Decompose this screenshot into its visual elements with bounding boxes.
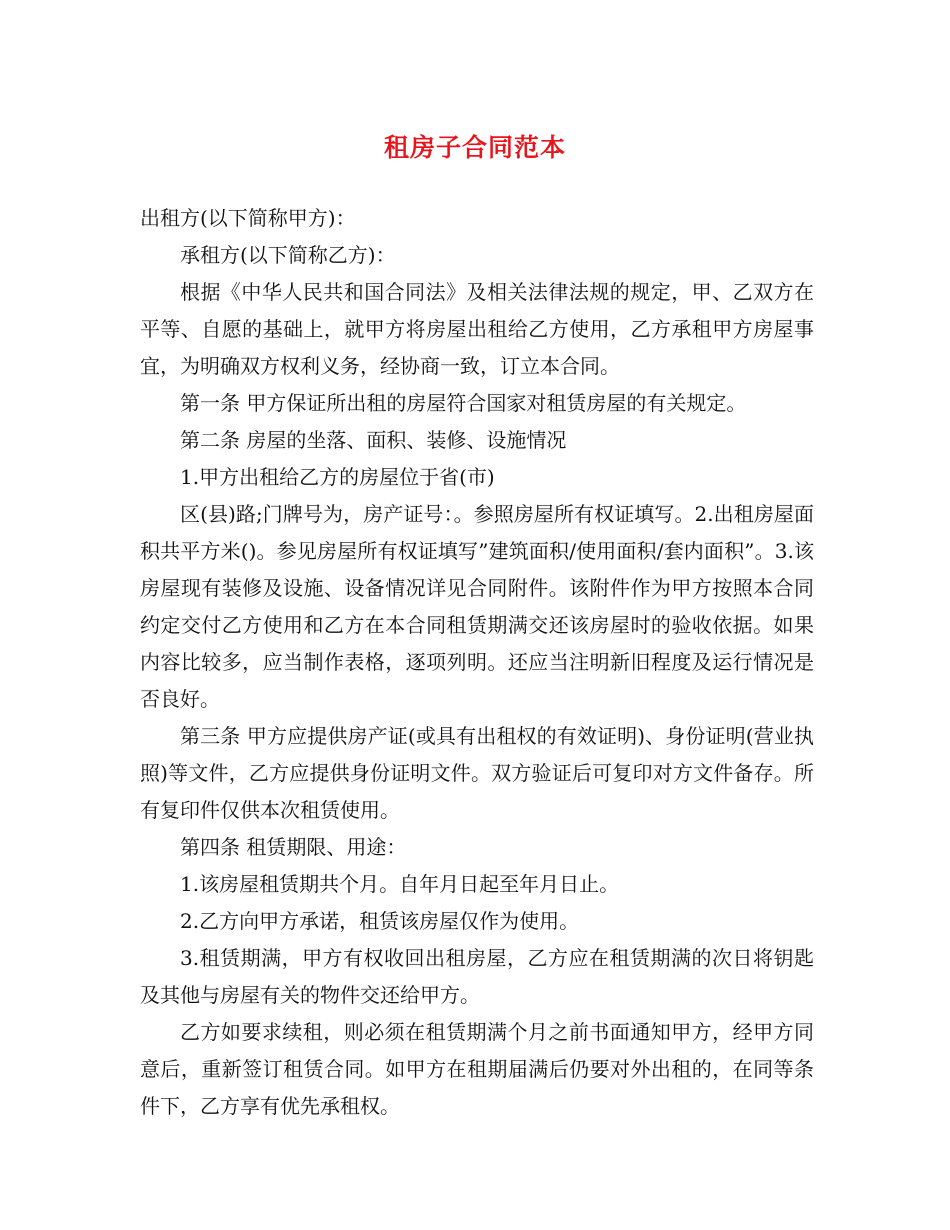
paragraph-lessor: 出租方(以下简称甲方)： bbox=[140, 206, 356, 230]
paragraph-lessee: 承租方(以下简称乙方)： bbox=[180, 243, 396, 267]
paragraph-article-2-details: 区(县)路;门牌号为，房产证号：。参照房屋所有权证填写。2.出租房屋面积共平方米()。参见房屋所有权证填写”建筑面积/使用面积/套内面积”。3.该房屋现有装修及设施、设备情况详见合同附件。该附件作为甲方按照本合同约定交付乙方使用和乙方在本合同租赁期满交还该房屋时的验收依据。如果内容比较多，应当制作表格，逐项列明。还应当注明新旧程度及运行情况是否良好。 bbox=[140, 502, 814, 711]
paragraph-article-4-item-3: 3.租赁期满，甲方有权收回出租房屋，乙方应在租赁期满的次日将钥匙及其他与房屋有关的物件交还给甲方。 bbox=[140, 946, 814, 1007]
paragraph-article-3: 第三条 甲方应提供房产证(或具有出租权的有效证明)、身份证明(营业执照)等文件，乙方应提供身份证明文件。双方验证后可复印对方文件备存。所有复印件仅供本次租赁使用。 bbox=[140, 724, 814, 822]
paragraph-preamble: 根据《中华人民共和国合同法》及相关法律法规的规定，甲、乙双方在平等、自愿的基础上，就甲方将房屋出租给乙方使用，乙方承租甲方房屋事宜，为明确双方权利义务，经协商一致，订立本合同。 bbox=[140, 280, 814, 378]
paragraph-article-4: 第四条 租赁期限、用途： bbox=[180, 835, 407, 859]
document-body bbox=[140, 200, 814, 1125]
paragraph-article-4-item-1: 1.该房屋租赁期共个月。自年月日起至年月日止。 bbox=[180, 872, 620, 896]
document-title: 租房子合同范本 bbox=[383, 133, 566, 162]
paragraph-article-4-item-2: 2.乙方向甲方承诺，租赁该房屋仅作为使用。 bbox=[180, 909, 580, 933]
paragraph-article-2-item-1: 1.甲方出租给乙方的房屋位于省(市) bbox=[180, 465, 495, 489]
paragraph-article-1: 第一条 甲方保证所出租的房屋符合国家对租赁房屋的有关规定。 bbox=[180, 391, 747, 415]
paragraph-article-2: 第二条 房屋的坐落、面积、装修、设施情况 bbox=[180, 428, 567, 452]
paragraph-renewal: 乙方如要求续租，则必须在租赁期满个月之前书面通知甲方，经甲方同意后，重新签订租赁合同。如甲方在租期届满后仍要对外出租的，在同等条件下，乙方享有优先承租权。 bbox=[140, 1020, 814, 1118]
